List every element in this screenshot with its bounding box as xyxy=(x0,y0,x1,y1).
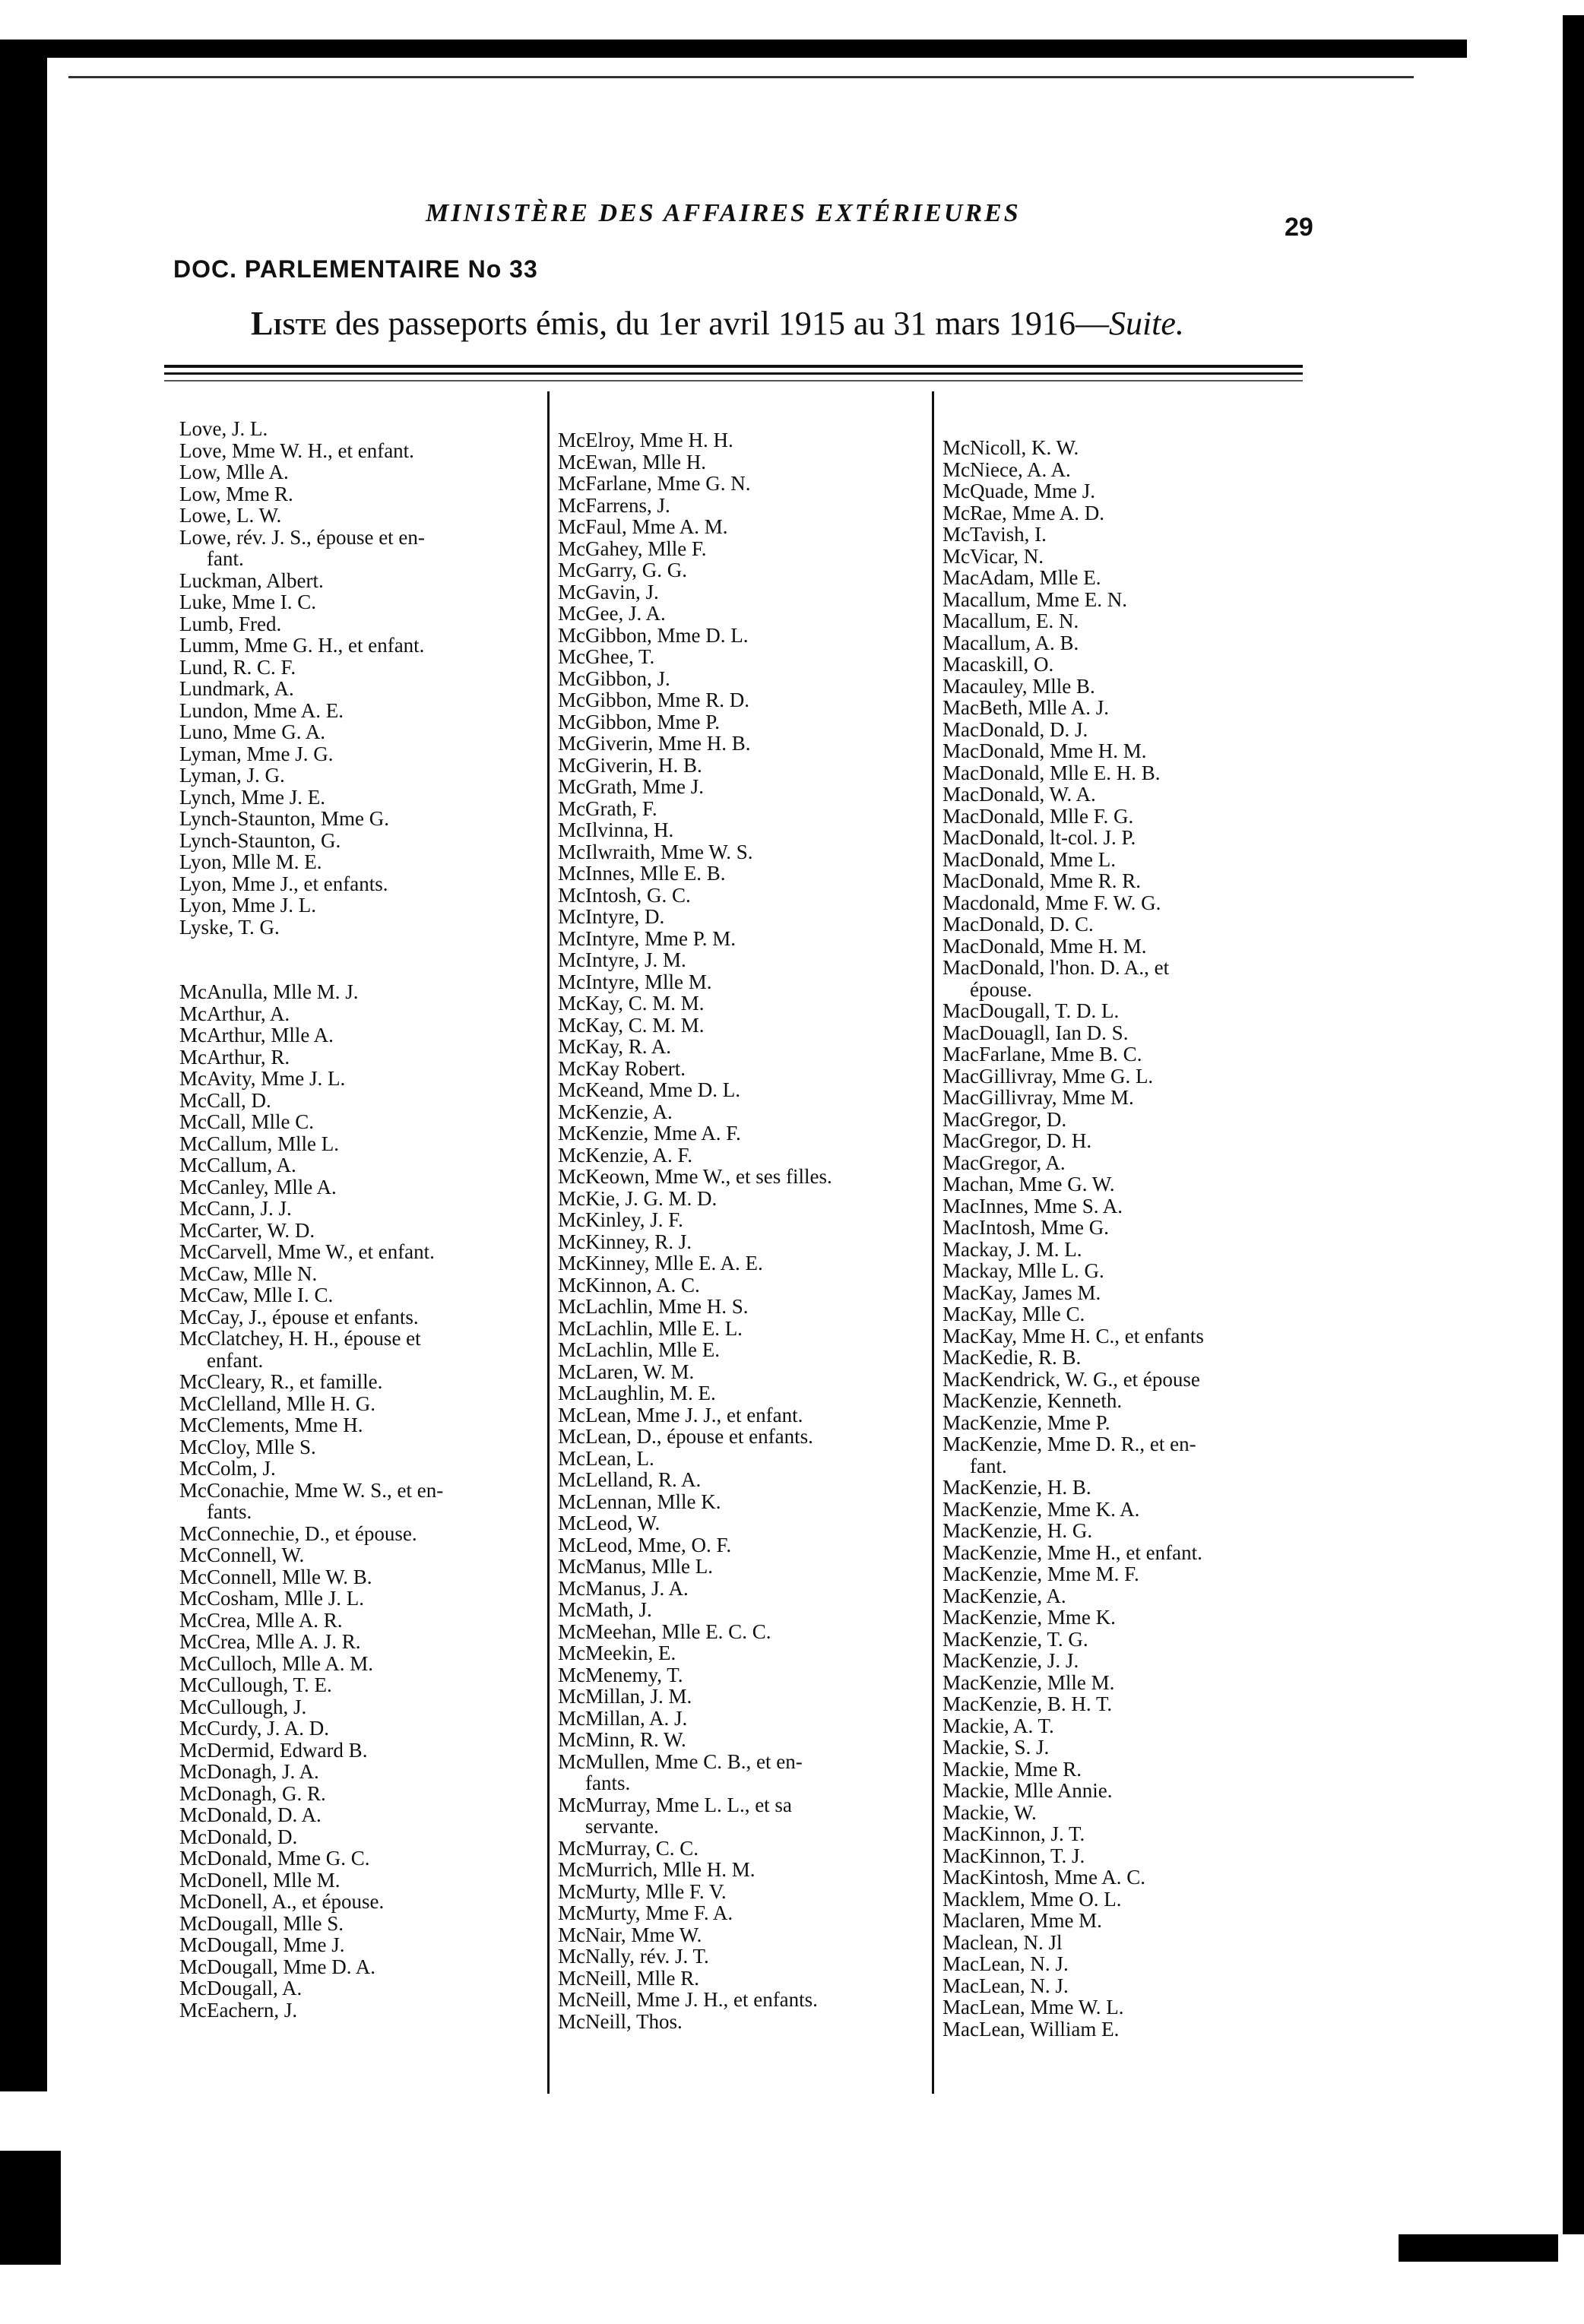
passport-entry: McDonald, Mme G. C. xyxy=(179,1847,370,1870)
page-edge-rule xyxy=(68,76,1414,78)
passport-entry: McMillan, A. J. xyxy=(558,1706,688,1730)
passport-entry: Maclaren, Mme M. xyxy=(942,1909,1102,1932)
passport-entry: McArthur, A. xyxy=(179,1002,290,1025)
section-gap xyxy=(179,938,537,981)
passport-entry: McLachlin, Mlle E. xyxy=(558,1338,720,1361)
passport-entry: McDonell, Mlle M. xyxy=(179,1868,341,1892)
passport-entry: Lyske, T. G. xyxy=(179,915,280,939)
passport-entry: McKinney, Mlle E. A. E. xyxy=(558,1252,763,1274)
passport-entry: Lyman, Mme J. G. xyxy=(179,742,334,765)
passport-entry: McRae, Mme A. D. xyxy=(942,501,1104,524)
passport-entry: McCall, D. xyxy=(179,1088,271,1112)
passport-entry: McIntyre, Mme P. M. xyxy=(558,926,736,950)
column-divider xyxy=(547,391,550,2094)
passport-entry: McClelland, Mlle H. G. xyxy=(179,1392,375,1415)
passport-entry: McCanley, Mlle A. xyxy=(179,1175,337,1198)
passport-entry: McGiverin, H. B. xyxy=(558,753,702,777)
passport-entry: Mackie, S. J. xyxy=(942,1736,1050,1759)
passport-entry: McLachlin, Mme H. S. xyxy=(558,1295,749,1318)
passport-entry: McCullough, J. xyxy=(179,1695,307,1718)
passport-entry: Machan, Mme G. W. xyxy=(942,1173,1115,1195)
passport-entry: Lundmark, A. xyxy=(179,677,294,700)
scan-border-right xyxy=(1563,15,1584,2234)
passport-entry: McNeill, Mme J. H., et enfants. xyxy=(558,1988,818,2011)
passport-entry: McKeown, Mme W., et ses filles. xyxy=(558,1165,832,1188)
passport-entry: McElroy, Mme H. H. xyxy=(558,429,733,451)
passport-entry: McCloy, Mlle S. xyxy=(179,1435,316,1458)
passport-entry: McConachie, Mme W. S., et en- xyxy=(179,1478,444,1502)
passport-entry: MacKay, James M. xyxy=(942,1281,1101,1304)
list-title-suite: Suite. xyxy=(1108,305,1184,342)
passport-entry: Lowe, rév. J. S., épouse et en- xyxy=(179,525,425,549)
passport-entry: McNiece, A. A. xyxy=(942,458,1071,481)
passport-entry: McNicoll, K. W. xyxy=(942,436,1079,459)
passport-entry: enfant. xyxy=(207,1348,264,1372)
passport-entry: MacDonald, Mlle F. G. xyxy=(942,804,1134,828)
passport-entry: McGibbon, Mme D. L. xyxy=(558,623,749,647)
passport-entry: McLean, D., épouse et enfants. xyxy=(558,1425,813,1448)
passport-entry: Lynch, Mme J. E. xyxy=(179,785,325,809)
passport-entry: McKinley, J. F. xyxy=(558,1208,683,1231)
passport-entry: Macklem, Mme O. L. xyxy=(942,1887,1122,1911)
passport-entry: Mackay, J. M. L. xyxy=(942,1237,1082,1261)
passport-entry: MacInnes, Mme S. A. xyxy=(942,1194,1123,1217)
passport-entry: McArthur, R. xyxy=(179,1045,290,1069)
passport-entry: MacGregor, D. xyxy=(942,1107,1067,1131)
passport-entry: McFarlane, Mme G. N. xyxy=(558,472,751,495)
passport-entry: Lyman, J. G. xyxy=(179,764,285,787)
passport-entry: McCarter, W. D. xyxy=(179,1218,315,1242)
passport-entry: MacKintosh, Mme A. C. xyxy=(942,1866,1145,1889)
passport-entry: MacKenzie, Kenneth. xyxy=(942,1389,1123,1412)
passport-entry: MacKenzie, Mme M. F. xyxy=(942,1563,1139,1585)
passport-entry: McCrea, Mlle A. J. R. xyxy=(179,1630,361,1653)
passport-entry: Love, J. L. xyxy=(179,417,268,440)
passport-entry: MacDonald, l'hon. D. A., et xyxy=(942,956,1170,979)
passport-entry: McLennan, Mlle K. xyxy=(558,1490,721,1513)
passport-entry: MacFarlane, Mme B. C. xyxy=(942,1043,1142,1065)
passport-entry: McIntosh, G. C. xyxy=(558,883,691,907)
passport-entry: Mackie, W. xyxy=(942,1800,1037,1824)
passport-entry: McDonald, D. xyxy=(179,1825,298,1848)
passport-entry: MacLean, N. J. xyxy=(942,1974,1069,1997)
passport-entry: McLelland, R. A. xyxy=(558,1468,702,1491)
passport-entry: MacDonald, Mme H. M. xyxy=(942,934,1147,958)
passport-entry: McCleary, R., et famille. xyxy=(179,1370,383,1393)
passport-entry: McAvity, Mme J. L. xyxy=(179,1067,346,1090)
passport-entry: Mackay, Mlle L. G. xyxy=(942,1259,1104,1282)
passport-entry: McKie, J. G. M. D. xyxy=(558,1186,718,1210)
title-rule xyxy=(164,365,1303,368)
passport-entry: McCulloch, Mlle A. M. xyxy=(179,1651,373,1675)
passport-entry: MacKedie, R. B. xyxy=(942,1346,1082,1369)
passport-entry: Mackie, A. T. xyxy=(942,1714,1054,1737)
passport-entry: McGibbon, Mme R. D. xyxy=(558,689,749,711)
passport-entry: MacKenzie, Mme K. xyxy=(942,1606,1116,1629)
page-number: 29 xyxy=(1285,213,1313,242)
passport-entry: McDonagh, G. R. xyxy=(179,1781,326,1805)
passport-entry: McGrath, Mme J. xyxy=(558,775,704,798)
passport-entry: Lowe, L. W. xyxy=(179,504,282,527)
passport-entry: McDougall, Mme D. A. xyxy=(179,1955,375,1978)
passport-entry: MacGillivray, Mme M. xyxy=(942,1086,1134,1109)
passport-entry: McIntyre, D. xyxy=(558,905,665,928)
passport-entry: McMath, J. xyxy=(558,1598,652,1621)
passport-entry: épouse. xyxy=(970,977,1032,1001)
passport-entry: McMurty, Mme F. A. xyxy=(558,1901,733,1924)
passport-entry: McDougall, Mme J. xyxy=(179,1933,345,1956)
passport-entry: MacIntosh, Mme G. xyxy=(942,1216,1109,1239)
scan-border-bottom xyxy=(1399,2234,1558,2262)
passport-entry: McMurray, Mme L. L., et sa xyxy=(558,1793,792,1816)
passport-entry: McGahey, Mlle F. xyxy=(558,537,707,560)
passport-entry: McCallum, Mlle L. xyxy=(179,1132,339,1155)
passport-entry: McKenzie, Mme A. F. xyxy=(558,1122,741,1145)
passport-entry: MacKendrick, W. G., et épouse xyxy=(942,1367,1200,1391)
passport-entry: fants. xyxy=(207,1500,252,1523)
passport-entry: Lyon, Mme J., et enfants. xyxy=(179,872,388,895)
passport-entry: McCann, J. J. xyxy=(179,1197,292,1220)
passport-entry: McTavish, I. xyxy=(942,523,1047,546)
passport-entry: Lumm, Mme G. H., et enfant. xyxy=(179,634,425,657)
passport-entry: McGarry, G. G. xyxy=(558,559,687,581)
column-divider xyxy=(932,391,934,2094)
passport-entry: Macallum, A. B. xyxy=(942,631,1079,654)
passport-entry: MacKay, Mlle C. xyxy=(942,1303,1085,1325)
passport-entry: McKay, C. M. M. xyxy=(558,1013,705,1037)
passport-entry: McNeill, Thos. xyxy=(558,2009,683,2033)
list-title-main: des passeports émis, du 1er avril 1915 au 31 mars 1916— xyxy=(327,305,1109,342)
passport-entry: McIlwraith, Mme W. S. xyxy=(558,840,753,863)
title-rule xyxy=(164,380,1303,382)
passport-entry: MacDonald, Mme L. xyxy=(942,847,1116,871)
passport-entry: Lyon, Mme J. L. xyxy=(179,894,316,917)
passport-entry: McMeehan, Mlle E. C. C. xyxy=(558,1620,771,1643)
passport-entry: McCallum, A. xyxy=(179,1154,296,1176)
passport-entry: MacKenzie, H. B. xyxy=(942,1476,1091,1499)
passport-entry: McKay, C. M. M. xyxy=(558,992,705,1015)
passport-entry: McEwan, Mlle H. xyxy=(558,450,706,473)
passport-entry: McInnes, Mlle E. B. xyxy=(558,862,726,885)
passport-entry: MacKenzie, H. G. xyxy=(942,1519,1093,1542)
passport-entry: MacKenzie, Mme D. R., et en- xyxy=(942,1433,1196,1455)
passport-entry: McKeand, Mme D. L. xyxy=(558,1078,740,1101)
passport-entry: McMillan, J. M. xyxy=(558,1685,692,1708)
passport-entry: Lund, R. C. F. xyxy=(179,655,296,679)
passport-entry: McLean, L. xyxy=(558,1446,654,1470)
passport-entry: McMinn, R. W. xyxy=(558,1728,686,1751)
passport-entry: McDougall, A. xyxy=(179,1977,303,1999)
passport-entry: McCarvell, Mme W., et enfant. xyxy=(179,1240,435,1263)
passport-entry: McCurdy, J. A. D. xyxy=(179,1717,330,1740)
passport-entry: McClements, Mme H. xyxy=(179,1414,363,1436)
passport-entry: MacLean, William E. xyxy=(942,2017,1120,2041)
passport-entry: Low, Mlle A. xyxy=(179,461,289,483)
passport-entry: McDougall, Mlle S. xyxy=(179,1911,344,1935)
passport-entry: MacDouagll, Ian D. S. xyxy=(942,1021,1129,1044)
passport-entry: McNair, Mme W. xyxy=(558,1923,702,1946)
passport-entry: McIntyre, J. M. xyxy=(558,948,686,971)
passport-entry: McDonagh, J. A. xyxy=(179,1760,319,1783)
passport-entry: McConnell, W. xyxy=(179,1544,305,1566)
passport-entry: Lumb, Fred. xyxy=(179,612,282,635)
list-title-lead: Liste xyxy=(251,305,328,342)
passport-entry: Luno, Mme G. A. xyxy=(179,720,325,743)
passport-entry: McIlvinna, H. xyxy=(558,818,674,841)
passport-entry: Lynch-Staunton, G. xyxy=(179,828,341,852)
passport-entry: Lundon, Mme A. E. xyxy=(179,698,344,722)
scan-border-top xyxy=(0,40,1467,58)
passport-entry: McClatchey, H. H., épouse et xyxy=(179,1327,421,1350)
passport-entry: MacDougall, T. D. L. xyxy=(942,999,1120,1022)
passport-entry: McGhee, T. xyxy=(558,645,655,668)
passport-entry: Macdonald, Mme F. W. G. xyxy=(942,891,1161,914)
passport-entry: McQuade, Mme J. xyxy=(942,480,1095,502)
passport-entry: McLaughlin, M. E. xyxy=(558,1382,716,1404)
passport-entry: McCrea, Mlle A. R. xyxy=(179,1608,343,1632)
passport-entry: McCall, Mlle C. xyxy=(179,1110,314,1133)
passport-entry: MacGillivray, Mme G. L. xyxy=(942,1064,1154,1088)
passport-entry: McConnechie, D., et épouse. xyxy=(179,1521,417,1545)
passport-entry: McCay, J., épouse et enfants. xyxy=(179,1305,419,1328)
passport-entry: McDonell, A., et épouse. xyxy=(179,1890,385,1913)
passport-list-column-2 xyxy=(558,429,923,2032)
passport-entry: McMurray, C. C. xyxy=(558,1836,699,1860)
passport-entry: Macallum, E. N. xyxy=(942,609,1079,632)
passport-entry: McManus, J. A. xyxy=(558,1576,689,1600)
passport-entry: McGee, J. A. xyxy=(558,602,666,625)
passport-entry: MacDonald, D. C. xyxy=(942,913,1094,936)
passport-entry: MacDonald, lt-col. J. P. xyxy=(942,826,1136,849)
passport-entry: MacDonald, Mme H. M. xyxy=(942,739,1147,762)
passport-entry: MacKenzie, Mme P. xyxy=(942,1411,1110,1434)
passport-entry: McGrath, F. xyxy=(558,796,657,820)
passport-entry: McFarrens, J. xyxy=(558,493,670,517)
title-rule xyxy=(164,372,1303,375)
passport-entry: Love, Mme W. H., et enfant. xyxy=(179,439,414,462)
passport-entry: MacKay, Mme H. C., et enfants xyxy=(942,1324,1204,1347)
passport-entry: Maclean, N. Jl xyxy=(942,1930,1063,1954)
passport-entry: McColm, J. xyxy=(179,1457,276,1480)
passport-entry: McMurty, Mlle F. V. xyxy=(558,1879,727,1903)
passport-entry: Lyon, Mlle M. E. xyxy=(179,850,322,873)
passport-entry: MacAdam, Mlle E. xyxy=(942,566,1101,589)
passport-entry: MacKenzie, A. xyxy=(942,1584,1066,1607)
passport-entry: MacKenzie, Mme K. A. xyxy=(942,1497,1140,1521)
passport-entry: McDermid, Edward B. xyxy=(179,1738,368,1762)
passport-entry: McLean, Mme J. J., et enfant. xyxy=(558,1403,803,1426)
passport-entry: MacDonald, Mme R. R. xyxy=(942,869,1141,892)
passport-entry: Macaskill, O. xyxy=(942,653,1054,676)
passport-entry: Low, Mme R. xyxy=(179,482,293,505)
passport-entry: MacKenzie, J. J. xyxy=(942,1649,1079,1672)
passport-entry: McVicar, N. xyxy=(942,544,1044,568)
passport-entry: McConnell, Mlle W. B. xyxy=(179,1565,372,1588)
passport-entry: McLeod, Mme, O. F. xyxy=(558,1533,732,1556)
passport-entry: McFaul, Mme A. M. xyxy=(558,515,728,538)
passport-entry: servante. xyxy=(585,1815,659,1838)
passport-entry: McArthur, Mlle A. xyxy=(179,1024,334,1046)
passport-entry: McKay, R. A. xyxy=(558,1035,671,1058)
passport-entry: McGibbon, J. xyxy=(558,666,670,690)
passport-entry: MacBeth, Mlle A. J. xyxy=(942,696,1109,719)
passport-entry: McLachlin, Mlle E. L. xyxy=(558,1316,743,1340)
passport-entry: McMeekin, E. xyxy=(558,1642,676,1664)
passport-entry: McKenzie, A. xyxy=(558,1100,673,1123)
passport-entry: McCaw, Mlle N. xyxy=(179,1262,318,1285)
passport-entry: fant. xyxy=(207,547,244,570)
passport-entry: MacKinnon, T. J. xyxy=(942,1844,1085,1867)
passport-entry: MacDonald, D. J. xyxy=(942,717,1088,741)
passport-entry: McMurrich, Mlle H. M. xyxy=(558,1858,756,1881)
passport-entry: McAnulla, Mlle M. J. xyxy=(179,980,359,1003)
passport-entry: Mackie, Mlle Annie. xyxy=(942,1779,1113,1802)
passport-entry: MacKenzie, T. G. xyxy=(942,1627,1088,1651)
passport-list-column-3 xyxy=(942,437,1307,2040)
passport-entry: MacDonald, W. A. xyxy=(942,783,1096,806)
passport-entry: McEachern, J. xyxy=(179,1998,298,2022)
running-head: MINISTÈRE DES AFFAIRES EXTÉRIEURES xyxy=(426,199,1021,227)
passport-entry: Mackie, Mme R. xyxy=(942,1757,1082,1781)
passport-entry: McNeill, Mlle R. xyxy=(558,1966,699,1990)
passport-entry: McGiverin, Mme H. B. xyxy=(558,732,751,755)
document-reference: DOC. PARLEMENTAIRE No 33 xyxy=(173,255,538,283)
passport-entry: MacKenzie, Mme H., et enfant. xyxy=(942,1540,1202,1564)
passport-entry: McLeod, W. xyxy=(558,1512,661,1534)
passport-entry: MacKenzie, B. H. T. xyxy=(942,1692,1113,1715)
passport-entry: McManus, Mlle L. xyxy=(558,1555,713,1578)
passport-entry: McLaren, W. M. xyxy=(558,1360,695,1383)
passport-entry: McGibbon, Mme P. xyxy=(558,710,721,733)
passport-entry: Macallum, Mme E. N. xyxy=(942,587,1127,611)
passport-entry: McCullough, T. E. xyxy=(179,1673,332,1696)
passport-list-column-1 xyxy=(179,418,537,2021)
passport-entry: Luckman, Albert. xyxy=(179,568,324,592)
passport-entry: fants. xyxy=(585,1771,631,1794)
passport-entry: McDonald, D. A. xyxy=(179,1803,322,1826)
scan-border-left-bottom xyxy=(0,2151,61,2265)
passport-entry: MacLean, Mme W. L. xyxy=(942,1996,1124,2018)
passport-entry: McCosham, Mlle J. L. xyxy=(179,1587,364,1610)
passport-entry: McKenzie, A. F. xyxy=(558,1143,693,1167)
passport-entry: MacKenzie, Mlle M. xyxy=(942,1670,1115,1694)
list-title xyxy=(251,304,1315,343)
passport-entry: McKinnon, A. C. xyxy=(558,1273,700,1297)
passport-entry: McMenemy, T. xyxy=(558,1663,683,1686)
passport-entry: Luke, Mme I. C. xyxy=(179,590,316,613)
passport-entry: fant. xyxy=(970,1454,1007,1477)
passport-entry: MacGregor, D. H. xyxy=(942,1129,1092,1152)
passport-entry: MacDonald, Mlle E. H. B. xyxy=(942,761,1161,784)
passport-entry: McIntyre, Mlle M. xyxy=(558,970,712,993)
passport-entry: McGavin, J. xyxy=(558,580,659,603)
scan-border-left xyxy=(0,40,47,2091)
passport-entry: MacGregor, A. xyxy=(942,1151,1066,1174)
passport-entry: McKinney, R. J. xyxy=(558,1230,692,1253)
passport-entry: McMullen, Mme C. B., et en- xyxy=(558,1749,803,1773)
passport-entry: Macauley, Mlle B. xyxy=(942,674,1095,698)
passport-entry: MacKinnon, J. T. xyxy=(942,1822,1085,1845)
passport-entry: McNally, rév. J. T. xyxy=(558,1945,709,1968)
passport-entry: Lynch-Staunton, Mme G. xyxy=(179,807,389,830)
passport-entry: McCaw, Mlle I. C. xyxy=(179,1284,334,1306)
passport-entry: MacLean, N. J. xyxy=(942,1952,1069,1975)
passport-entry: McKay Robert. xyxy=(558,1056,686,1080)
